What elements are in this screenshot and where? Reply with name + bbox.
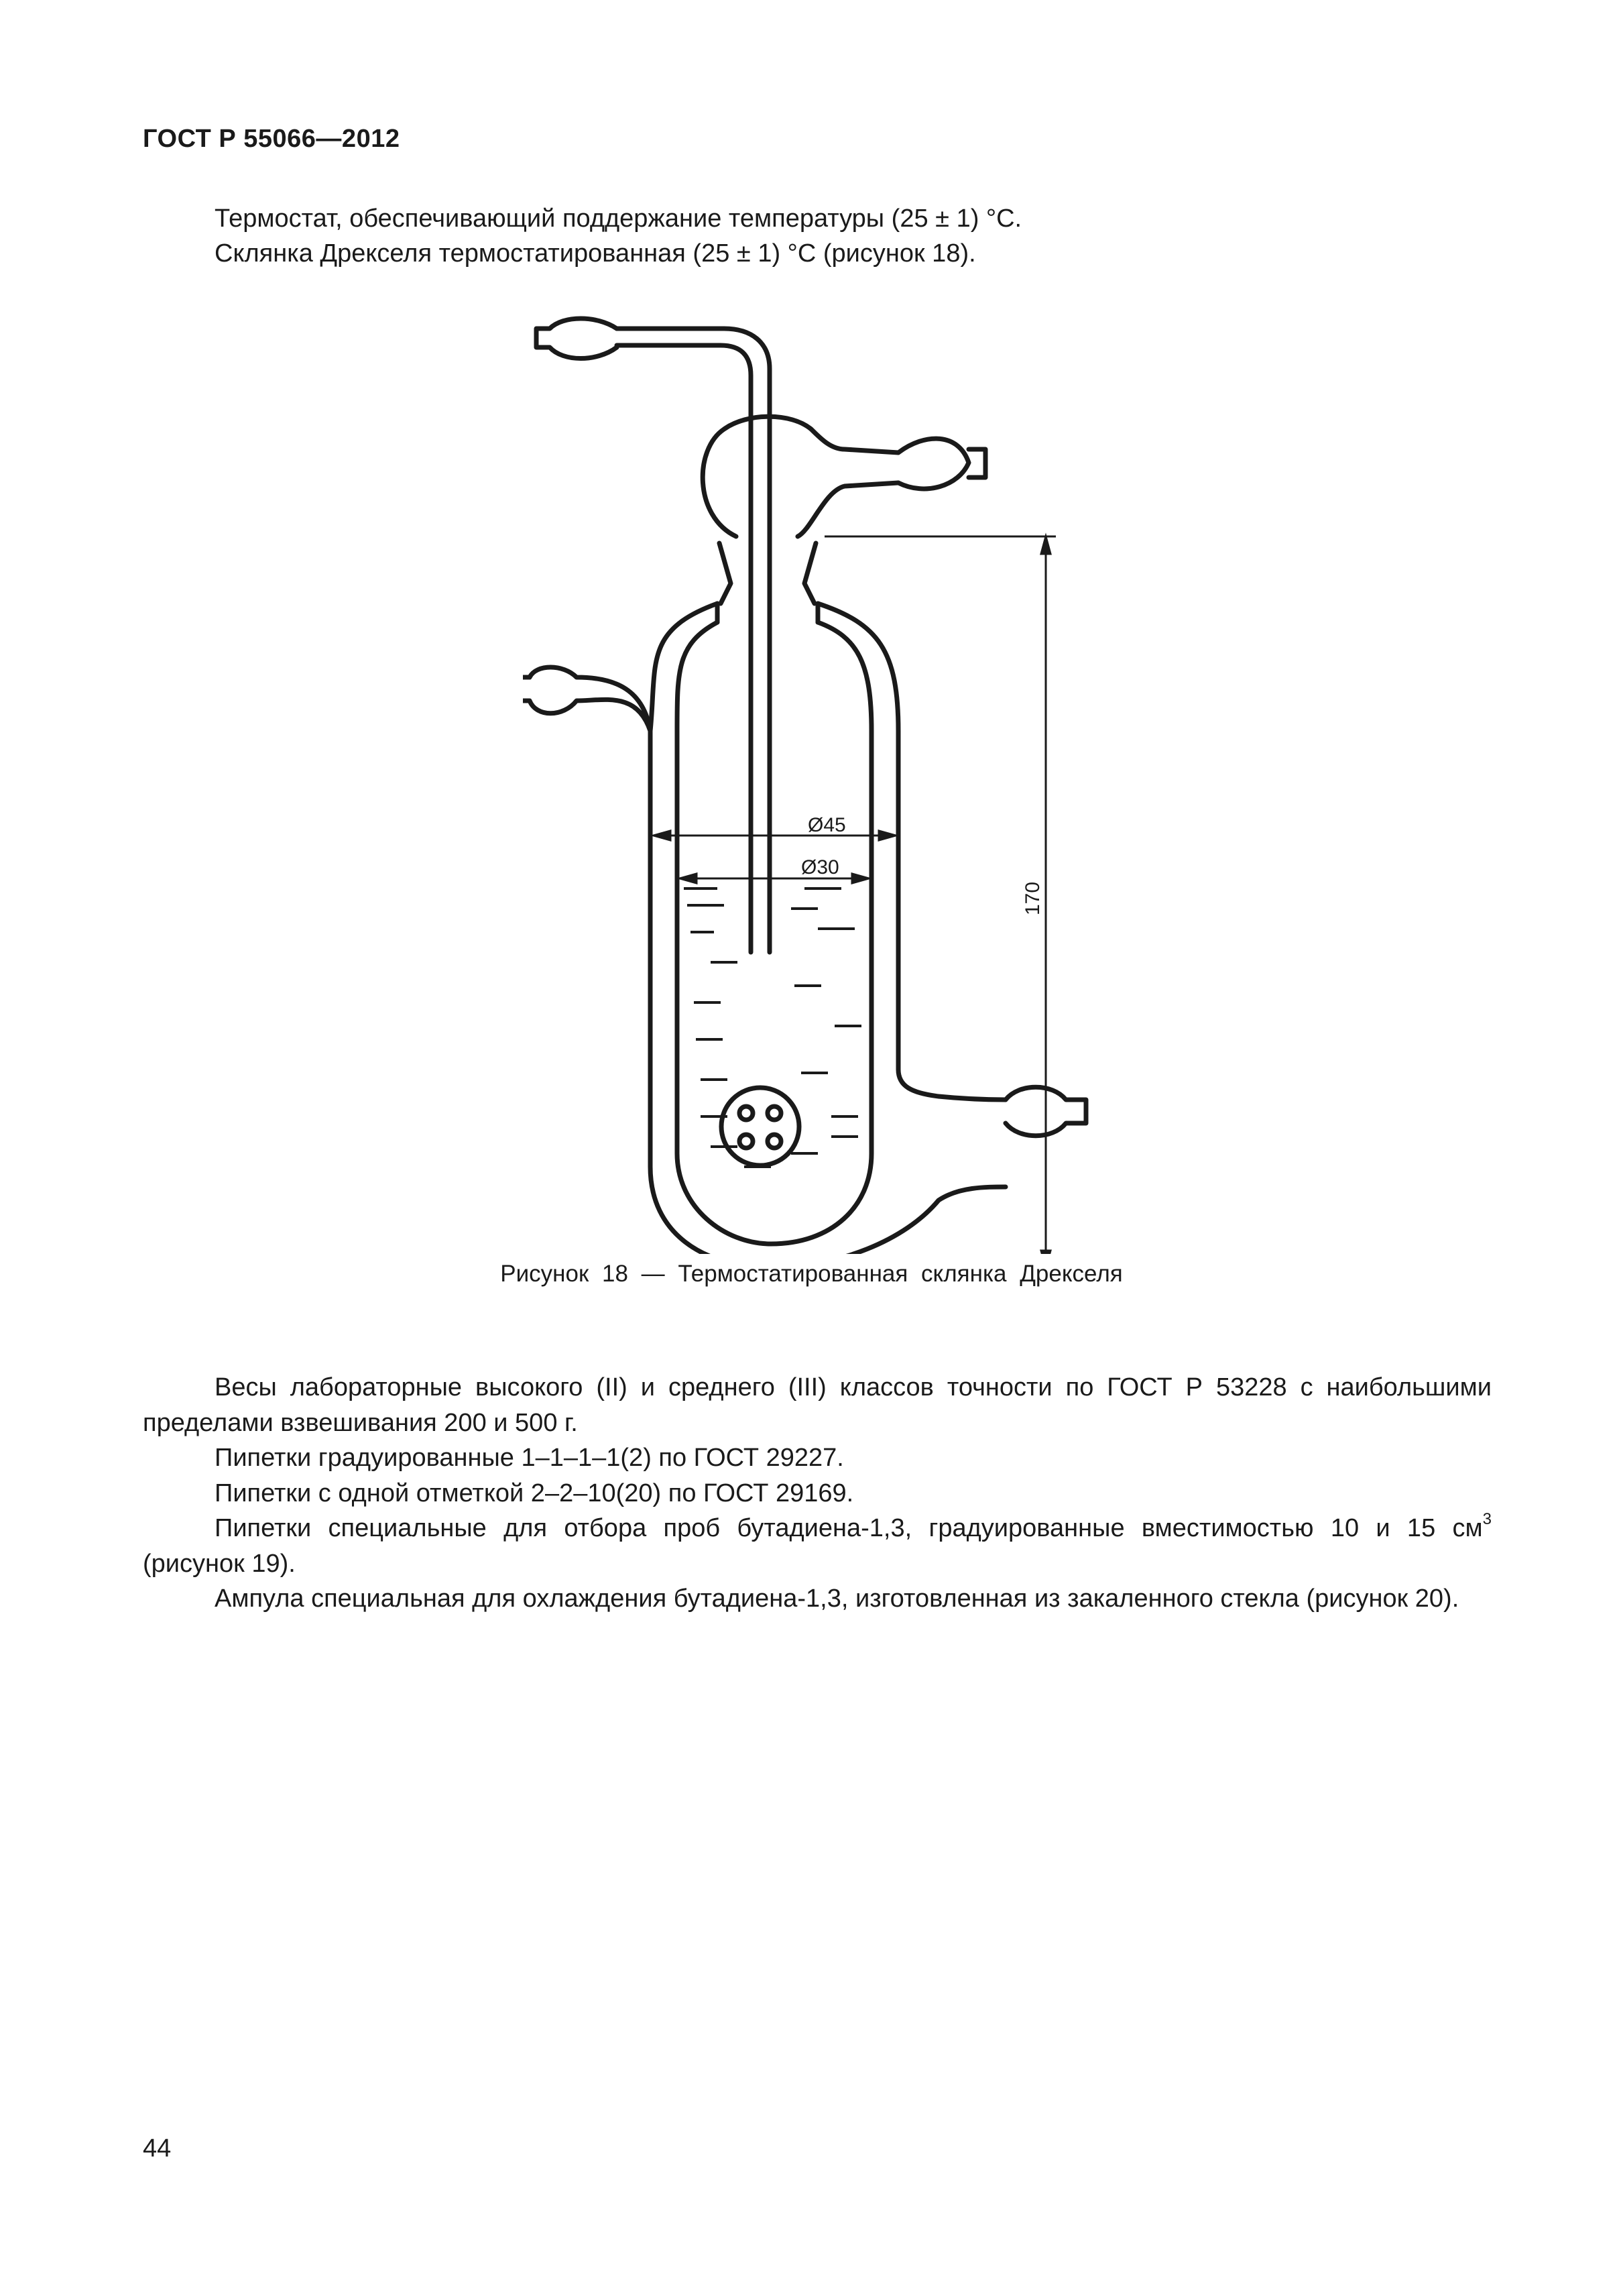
unit-superscript: 3 [1482, 1510, 1492, 1528]
paragraph-scales: Весы лабораторные высокого (II) и среднего (III) классов точности по ГОСТ Р 53228 с наибольшими пределами взвешивания 200 и 500 г. [143, 1373, 1492, 1437]
paragraph-pipettes-special [143, 1511, 1492, 1581]
intro-paragraph-1: Термостат, обеспечивающий поддержание температуры (25 ± 1) °С. [215, 205, 1022, 233]
page-number: 44 [143, 2134, 172, 2163]
dim-inner-label: Ø30 [801, 856, 839, 878]
document-header: ГОСТ Р 55066—2012 [143, 125, 400, 153]
gas-outlet-upper [898, 439, 969, 489]
figure-caption: Рисунок 18 — Термостатированная склянка Дрекселя [500, 1261, 1123, 1287]
paragraph-pipettes-one-mark: Пипетки с одной отметкой 2–2–10(20) по ГОСТ 29169. [215, 1479, 854, 1507]
gas-inlet-tube [617, 345, 751, 952]
dim-height-label: 170 [1022, 881, 1044, 916]
liquid-marks [684, 888, 861, 1167]
dim-outer-label: Ø45 [808, 814, 846, 836]
figure-drechsel-bottle [523, 315, 1126, 1254]
frit-bulb [721, 1088, 799, 1165]
paragraph-ampoule: Ампула специальная для охлаждения бутадиена-1,3, изготовленная из закаленного стекла (рисунок 20). [215, 1585, 1459, 1613]
body-text [143, 1370, 1492, 1617]
jacket-port-left [523, 667, 650, 731]
paragraph-pipettes-graduated: Пипетки градуированные 1–1–1–1(2) по ГОСТ 29227. [215, 1444, 844, 1472]
intro-paragraph-2: Склянка Дрекселя термостатированная (25 ± 1) °С (рисунок 18). [215, 239, 976, 268]
pipettes-special-tail: (рисунок 19). [143, 1549, 296, 1578]
head-bulb [703, 416, 898, 536]
gas-inlet-bulb [536, 319, 617, 359]
head-bulb-lower [798, 483, 898, 536]
pipettes-special-text: Пипетки специальные для отбора проб бутадиена-1,3, градуированные вместимостью 10 и 15 см [215, 1514, 1483, 1542]
